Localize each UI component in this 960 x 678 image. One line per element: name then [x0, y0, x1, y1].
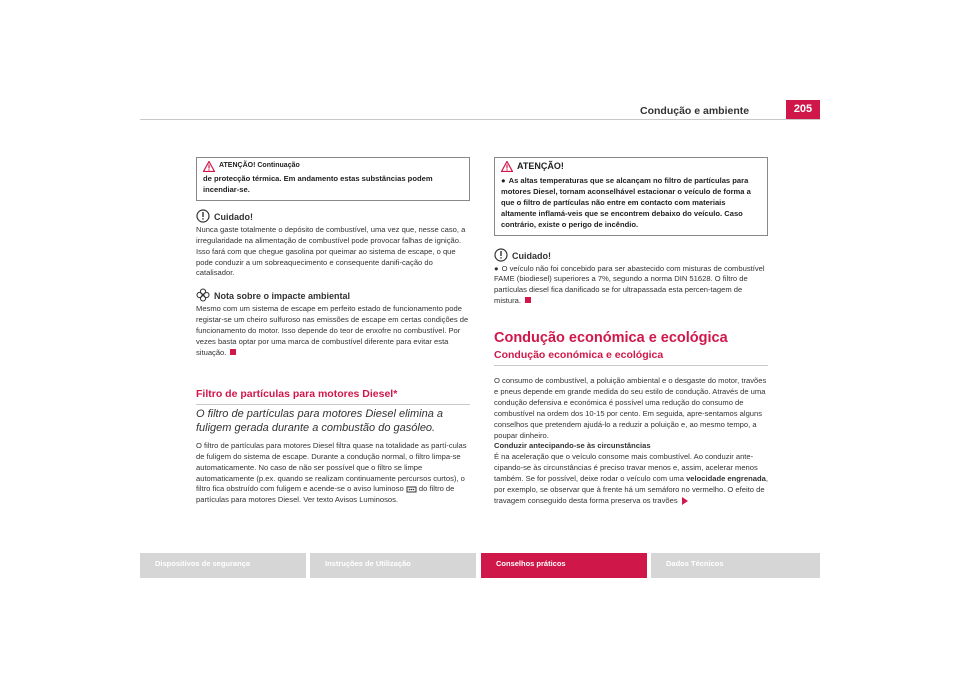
anticipation-bold: velocidade engrenada	[686, 474, 766, 484]
caution-body: O veículo não foi concebido para ser abastecido com misturas de combustível FAME (biodiesel) superiores a 7%, segundo a norma DIN 51628. O filtro de partículas diesel fica danificado se for ultrapassada esta percen-tagem de mistura.	[494, 263, 765, 306]
particle-filter-body-end: do filtro de partículas para motores Diesel. Ver texto Avisos Luminosos.	[196, 484, 455, 505]
environment-note-heading	[196, 288, 470, 302]
footer-tab-practical-tips[interactable]: Conselhos práticos	[481, 553, 647, 578]
environment-note-body: Mesmo com um sistema de escape em perfeito estado de funcionamento pode registar-se um cheiro sulfuroso nas emissões de escape em certas condições de funcionamento do motor. Isso depende do teor de enxofre no combustível. Por vezes basta optar por uma marca de combustível diferente para evitar esta situação.	[196, 304, 469, 357]
anticipation-body: É na aceleração que o veículo consome mais combustível. Ao conduzir ante-cipando-se às circunstâncias é preciso travar menos e, assim, acelerar menos também. Se for possível, deixe rodar o veículo com uma	[494, 452, 758, 484]
section-title-particle-filter: Filtro de partículas para motores Diesel*	[196, 389, 470, 405]
end-mark-icon	[525, 297, 531, 303]
anticipation-text	[494, 452, 768, 507]
warning-box-body: As altas temperaturas que se alcançam no filtro de partículas para motores Diesel, tornam aconselhável estacionar o veículo de forma a que o filtro de partículas não entre em contacto com materiais altamente inflamá-veis que se encontrem debaixo do veículo. Caso contrário, existe o perigo de incêndio.	[501, 176, 751, 229]
subheading-anticipation: Conduzir antecipando-se às circunstâncias	[494, 441, 651, 451]
warning-triangle-icon	[501, 161, 513, 172]
footer-tab-technical-data[interactable]: Dados Técnicos	[651, 553, 820, 578]
particle-filter-warning-light-icon	[406, 486, 417, 493]
particle-filter-body: O filtro de partículas para motores Diesel filtra quase na totalidade as partí-culas de fuligem do sistema de escape. Durante a condução normal, o filtro limpa-se automaticamente. No caso de não ser possível que o filtro se limpe automaticamente (p.ex. quando se realizam continuamente percursos curtos), o filtro fica obstruído com fuligem e acende-se o aviso luminoso	[196, 440, 467, 494]
warning-box-text: de protecção térmica. Em andamento estas substâncias podem incendiar-se.	[203, 174, 433, 194]
anticipation-body-end: , por exemplo, se observar que à frente há um semáforo no vermelho. O efeito de travagem conseguido desta forma preserva os travões	[494, 474, 768, 505]
warning-box-title: ATENÇÃO!	[517, 161, 564, 172]
warning-box-head	[501, 161, 761, 172]
bullet-icon: ●	[501, 176, 506, 185]
footer-tab-safety[interactable]: Dispositivos de segurança	[140, 553, 306, 578]
flower-environment-icon	[196, 288, 210, 302]
caution-text	[494, 264, 768, 308]
chapter-title: Condução económica e ecológica	[494, 330, 728, 347]
right-column	[494, 157, 768, 507]
particle-filter-text	[196, 441, 470, 506]
eco-driving-intro: O consumo de combustível, a poluição ambiental e o desgaste do motor, travões e pneus depende em grande medida do seu estilo de condução. Através de uma condução defensiva e económica é possível uma redução do consumo de combustível na ordem dos 10-15 por cento. Em seguida, apre-sentamos alguns conselhos que pretendem ajudá-lo a reduzir a poluição e, ao mesmo tempo, a poupar dinheiro.	[494, 375, 767, 440]
left-column	[196, 157, 470, 506]
warning-box-title: ATENÇÃO! Continuação	[219, 162, 300, 170]
caution-text: Nunca gaste totalmente o depósito de combustível, uma vez que, nesse caso, a irregularidade na alimentação de combustível pode provocar falhas de ignição. Isso fará com que chegue gasolina por queimar ao sistema de escape, o que pode conduzir a um sobreaquecimento e consequente danifi-cação do catalisador.	[196, 224, 466, 278]
environment-note-title: Nota sobre o impacte ambiental	[214, 291, 351, 302]
warning-box-text	[501, 176, 761, 231]
section-subtitle-particle-filter: O filtro de partículas para motores Diesel elimina a fuligem gerada durante a combustão do gasóleo.	[196, 407, 443, 434]
caution-title: Cuidado!	[512, 250, 551, 261]
caution-heading	[196, 209, 470, 223]
caution-heading	[494, 248, 768, 262]
bullet-icon: ●	[494, 263, 499, 273]
page-number: 205	[786, 100, 820, 119]
header-rule	[140, 119, 820, 120]
running-header-title: Condução e ambiente	[640, 105, 750, 117]
environment-note-text	[196, 304, 470, 359]
warning-box	[494, 157, 768, 236]
warning-triangle-icon	[203, 161, 215, 172]
warning-box-head	[203, 161, 463, 172]
continue-arrow-icon	[682, 497, 688, 505]
footer-tab-operation[interactable]: Instruções de Utilização	[310, 553, 476, 578]
warning-continuation-box	[196, 157, 470, 201]
caution-exclamation-icon	[196, 209, 210, 223]
end-mark-icon	[230, 349, 236, 355]
section-title-eco-driving: Condução económica e ecológica	[494, 350, 768, 366]
caution-exclamation-icon	[494, 248, 508, 262]
caution-title: Cuidado!	[214, 211, 253, 222]
